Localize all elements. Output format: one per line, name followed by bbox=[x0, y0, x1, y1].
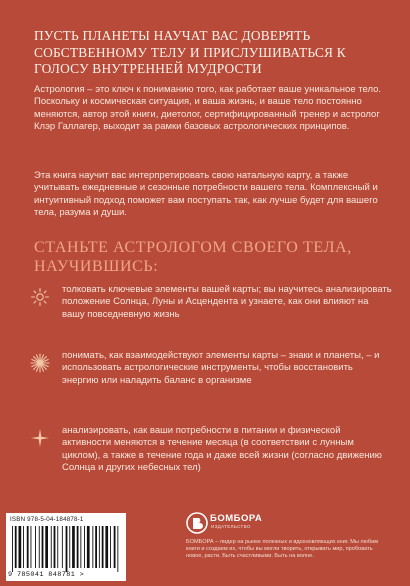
barcode-bar bbox=[39, 526, 40, 568]
barcode-bar bbox=[77, 526, 79, 568]
skill-item-3: анализировать, как ваши потребности в питании и физической активности меняются в течение месяца (в соответствии с лунным циклом), а также в течение года и даже всей жизни (согласно движению Солнца и других небесных тел) bbox=[62, 425, 382, 474]
barcode-bar bbox=[19, 526, 22, 568]
barcode-bar bbox=[72, 526, 75, 568]
barcode-bar bbox=[110, 526, 111, 568]
barcode-bar bbox=[42, 526, 44, 568]
intro-paragraph-1: Астрология – это ключ к пониманию того, как работает ваше уникальное тело. Поскольку и космическая ситуация, и ваша жизнь, и ваше тело постоянно меняются, автор этой книги, диетолог, сертифицированный тренер и астролог Клэр Галлагер, выходит за рамки базовых астрологических принципов. bbox=[34, 84, 382, 133]
barcode-bar bbox=[15, 526, 17, 568]
barcode-bar bbox=[69, 526, 70, 568]
intro-paragraph-2: Эта книга научит вас интерпретировать свою натальную карту, а также учитывать ежедневные и сезонные потребности вашего тела. Комплексный и интуитивный подход поможет вам поступать так, как лучше будет для вашего тела, разума и души. bbox=[34, 170, 378, 219]
publisher-brand-sub: ИЗДАТЕЛЬСТВО bbox=[211, 524, 251, 529]
publisher-brand: БОМБОРА bbox=[210, 513, 263, 524]
barcode-bar bbox=[92, 526, 93, 568]
barcode bbox=[6, 513, 126, 581]
barcode-bar bbox=[27, 526, 29, 568]
barcode-bar bbox=[57, 526, 58, 568]
barcode-bar bbox=[54, 526, 56, 568]
barcode-bar bbox=[102, 526, 104, 568]
barcode-number: 9 785041 848781 > bbox=[8, 571, 85, 579]
barcode-bar bbox=[31, 526, 32, 568]
star-icon bbox=[30, 353, 50, 373]
barcode-bar bbox=[12, 526, 13, 572]
skill-item-1: толковать ключевые элементы вашей карты; вы научитесь анализировать положение Солнца, Луны и Асцендента и узнаете, как они влияют на вашу повседневную жизнь bbox=[62, 284, 392, 320]
barcode-bar bbox=[114, 526, 116, 568]
skill-item-2: понимать, как взаимодействуют элементы карты – знаки и планеты, – и использовать астрологические инструменты, чтобы восстановить энергию или наладить баланс в организме bbox=[62, 350, 380, 386]
barcode-bar bbox=[87, 526, 90, 568]
barcode-bar bbox=[117, 526, 118, 572]
barcode-bar bbox=[23, 526, 24, 568]
barcode-bar bbox=[51, 526, 52, 568]
publisher-description: БОМБОРА – лидер на рынке полезных и вдохновляющих книг. Мы любим книги и создаем их, чтобы вы могли творить, открывать мир, пробовать новое, расти. Быть счастливыми. Быть на волне. bbox=[186, 539, 379, 560]
call-to-action: СТАНЬТЕ АСТРОЛОГОМ СВОЕГО ТЕЛА, НАУЧИВШИСЬ: bbox=[34, 239, 352, 275]
headline: ПУСТЬ ПЛАНЕТЫ НАУЧАТ ВАС ДОВЕРЯТЬ СОБСТВЕННОМУ ТЕЛУ И ПРИСЛУШИВАТЬСЯ К ГОЛОСУ ВНУТРЕННЕЙ МУДРОСТИ bbox=[34, 28, 346, 76]
barcode-bar bbox=[35, 526, 36, 568]
barcode-bar bbox=[84, 526, 85, 568]
barcode-bar bbox=[62, 526, 63, 568]
bombora-logo-icon bbox=[186, 512, 208, 534]
isbn-text: ISBN 978-5-04-184878-1 bbox=[10, 516, 84, 523]
barcode-bar bbox=[45, 526, 48, 568]
sun-icon bbox=[30, 287, 50, 307]
barcode-bar bbox=[99, 526, 100, 568]
barcode-bar bbox=[95, 526, 97, 568]
barcode-bar bbox=[66, 526, 68, 572]
sparkle-icon bbox=[30, 428, 50, 448]
barcode-bar bbox=[105, 526, 108, 568]
barcode-bars bbox=[10, 526, 122, 572]
barcode-bar bbox=[80, 526, 81, 568]
